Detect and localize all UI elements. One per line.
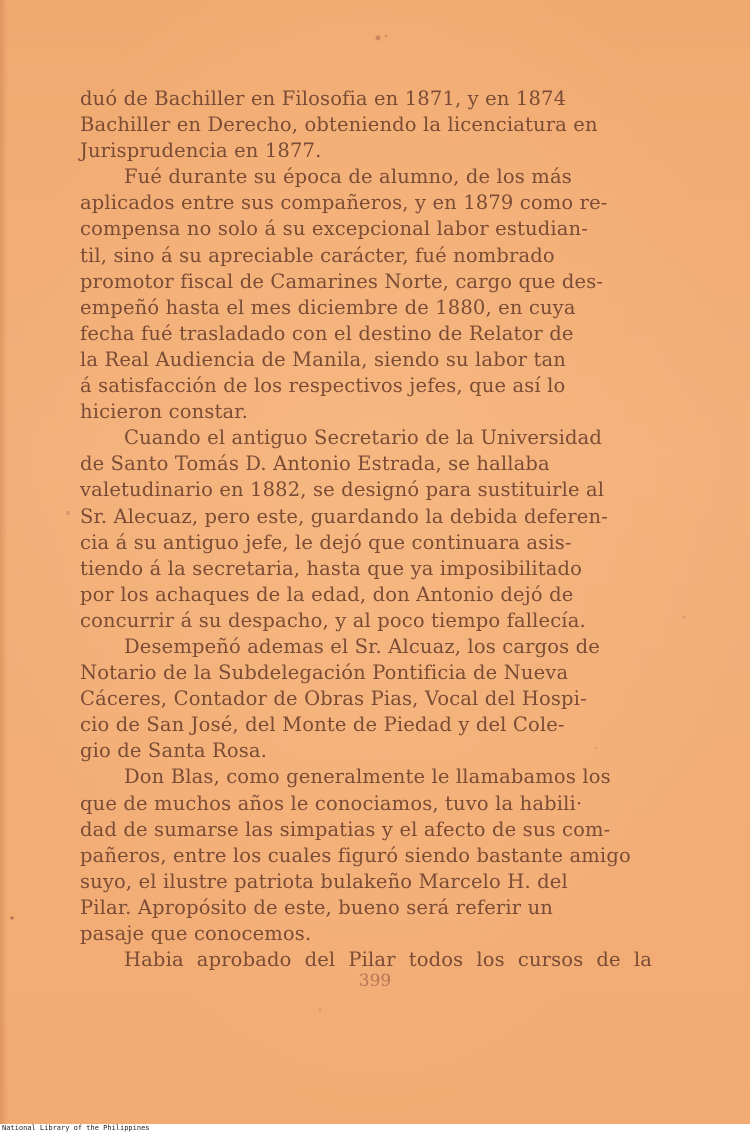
text-line: á satisfacción de los respectivos jefes, que así lo xyxy=(80,374,566,398)
text-line: duó de Bachiller en Filosofia en 1871, y en 1874 xyxy=(80,87,567,110)
text-line: aplicados entre sus compañeros, y en 1879 como re- xyxy=(80,191,608,215)
text-line: pasaje que conocemos. xyxy=(80,922,312,945)
page-number: 399 xyxy=(358,971,392,991)
paragraph-2 xyxy=(80,164,652,425)
text-line: empeñó hasta el mes diciembre de 1880, en cuya xyxy=(80,295,576,319)
text-line: Jurisprudencia en 1877. xyxy=(80,139,322,163)
text-line: cia á su antiguo jefe, le dejó que continuara asis- xyxy=(80,530,572,554)
text-line: suyo, el ilustre patriota bulakeño Marcelo H. del xyxy=(80,869,568,893)
paragraph-1 xyxy=(80,86,652,164)
text-line: Fué durante su época de alumno, de los más xyxy=(124,165,572,189)
scan-edge-shadow xyxy=(0,0,8,1124)
text-line: de Santo Tomás D. Antonio Estrada, se hallaba xyxy=(80,452,550,476)
paragraph-5 xyxy=(80,764,652,947)
paragraph-3 xyxy=(80,425,652,634)
text-line: pañeros, entre los cuales figuró siendo bastante amigo xyxy=(80,843,631,867)
text-line: dad de sumarse las simpatias y el afecto de sus com- xyxy=(80,817,611,841)
text-line: tiendo á la secretaria, hasta que ya imposibilitado xyxy=(80,556,583,580)
text-line: Pilar. Apropósito de este, bueno será referir un xyxy=(80,895,553,919)
paragraph-6 xyxy=(80,947,652,973)
text-line: Cáceres, Contador de Obras Pias, Vocal del Hospi- xyxy=(80,687,587,711)
text-line: Don Blas, como generalmente le llamabamos los xyxy=(124,765,611,789)
text-line: Desempeñó ademas el Sr. Alcuaz, los cargos de xyxy=(124,634,600,658)
text-line: Notario de la Subdelegación Pontificia de Nueva xyxy=(80,661,569,685)
text-line: Sr. Alecuaz, pero este, guardando la debida deferen- xyxy=(80,504,608,528)
text-line: fecha fué trasladado con el destino de Relator de xyxy=(80,321,574,345)
text-line: compensa no solo á su excepcional labor estudian- xyxy=(80,217,588,241)
text-line: valetudinario en 1882, se designó para sustituirle al xyxy=(80,478,605,502)
footer-credit: National Library of the Philippines xyxy=(2,1124,150,1132)
text-line: la Real Audiencia de Manila, siendo su labor tan xyxy=(80,347,567,371)
text-line: concurrir á su despacho, y al poco tiempo fallecía. xyxy=(80,608,586,632)
text-line: hicieron constar. xyxy=(80,400,248,424)
paragraph-4 xyxy=(80,634,652,764)
text-line: Habia aprobado del Pilar todos los cursos de la xyxy=(124,948,652,972)
text-line: cio de San José, del Monte de Piedad y del Cole- xyxy=(80,713,565,737)
text-line: que de muchos años le conociamos, tuvo la habili· xyxy=(80,791,583,815)
text-line: til, sino á su apreciable carácter, fué nombrado xyxy=(80,243,555,267)
text-line: por los achaques de la edad, don Antonio dejó de xyxy=(80,582,574,606)
text-line: promotor fiscal de Camarines Norte, cargo que des- xyxy=(80,269,604,293)
text-line: gio de Santa Rosa. xyxy=(80,739,268,763)
footer-bar xyxy=(0,1124,750,1133)
text-line: Cuando el antiguo Secretario de la Universidad xyxy=(124,426,603,450)
text-line: Bachiller en Derecho, obteniendo la licenciatura en xyxy=(80,113,598,137)
body-text xyxy=(80,86,652,973)
